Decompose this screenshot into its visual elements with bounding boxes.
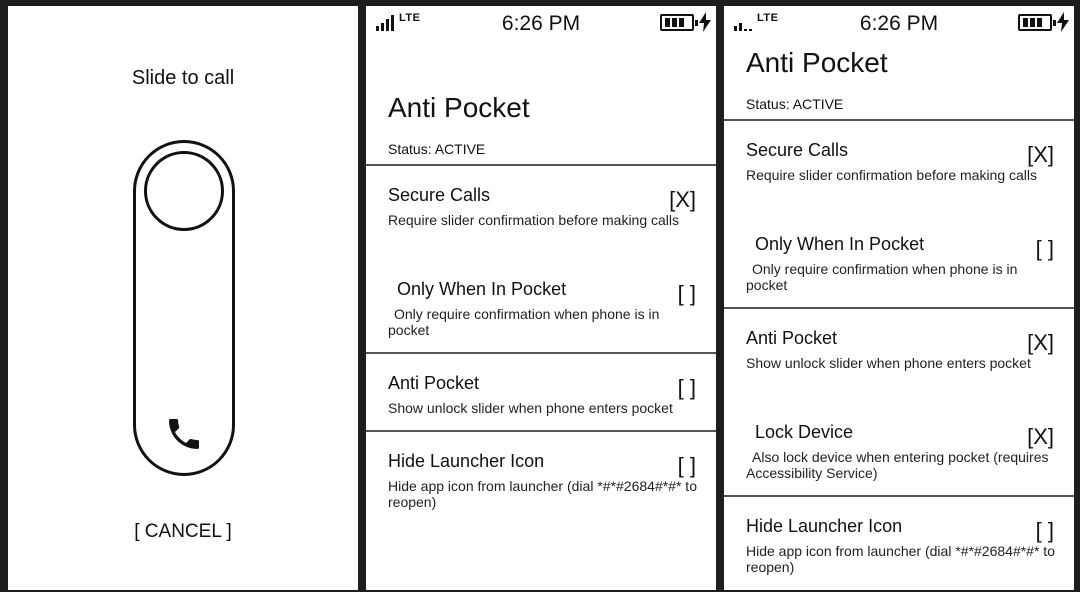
setting-title: Hide Launcher Icon	[746, 516, 903, 536]
anti-pocket-checkbox[interactable]: [ ]	[677, 375, 696, 400]
lock-device-checkbox[interactable]: [X]	[1027, 424, 1054, 449]
setting-anti-pocket[interactable]	[388, 373, 698, 416]
network-type: LTE	[399, 12, 421, 24]
setting-title: Secure Calls	[746, 140, 849, 160]
hide-launcher-icon-checkbox[interactable]: [ ]	[1035, 518, 1054, 543]
setting-title: Only When In Pocket	[755, 234, 925, 254]
divider	[366, 164, 716, 166]
setting-only-when-in-pocket[interactable]	[746, 234, 1056, 293]
divider	[366, 430, 716, 432]
clock: 6:26 PM	[501, 12, 581, 35]
setting-description: Hide app icon from launcher (dial *#*#2684#*#* to reopen)	[746, 543, 1055, 575]
setting-anti-pocket[interactable]	[746, 328, 1056, 371]
status-bar	[724, 6, 1074, 40]
divider	[366, 352, 716, 354]
battery-icon	[1018, 14, 1052, 31]
slide-to-call-screen	[8, 6, 358, 590]
slider-knob[interactable]	[144, 151, 224, 231]
settings-screen-2	[724, 6, 1074, 590]
setting-description: Hide app icon from launcher (dial *#*#2684#*#* to reopen)	[388, 478, 697, 510]
setting-description: Show unlock slider when phone enters pocket	[746, 355, 1031, 371]
cancel-button[interactable]: [ CANCEL ]	[134, 521, 232, 542]
setting-description: Only require confirmation when phone is in pocket	[746, 261, 1018, 293]
setting-secure-calls[interactable]	[388, 185, 698, 228]
secure-calls-checkbox[interactable]: [X]	[1027, 142, 1054, 167]
status-label: Status: ACTIVE	[746, 96, 844, 112]
setting-hide-launcher-icon[interactable]	[746, 516, 1056, 575]
settings-screen-1	[366, 6, 716, 590]
phone-icon	[164, 414, 204, 454]
setting-only-when-in-pocket[interactable]	[388, 279, 698, 338]
setting-description: Only require confirmation when phone is in pocket	[388, 306, 660, 338]
secure-calls-checkbox[interactable]: [X]	[669, 187, 696, 212]
setting-description: Show unlock slider when phone enters pocket	[388, 400, 673, 416]
page-title: Anti Pocket	[746, 47, 888, 78]
setting-title: Anti Pocket	[746, 328, 838, 348]
setting-lock-device[interactable]	[746, 422, 1056, 481]
call-slider-track[interactable]	[133, 140, 235, 476]
setting-title: Lock Device	[755, 422, 854, 442]
setting-hide-launcher-icon[interactable]	[388, 451, 698, 510]
only-when-in-pocket-checkbox[interactable]: [ ]	[1035, 236, 1054, 261]
setting-title: Anti Pocket	[388, 373, 480, 393]
setting-description: Require slider confirmation before making calls	[746, 167, 1038, 183]
setting-title: Hide Launcher Icon	[388, 451, 545, 471]
clock: 6:26 PM	[859, 12, 939, 35]
hide-launcher-icon-checkbox[interactable]: [ ]	[677, 453, 696, 478]
divider	[724, 119, 1074, 121]
divider	[724, 307, 1074, 309]
anti-pocket-checkbox[interactable]: [X]	[1027, 330, 1054, 355]
slide-title: Slide to call	[131, 67, 235, 89]
only-when-in-pocket-checkbox[interactable]: [ ]	[677, 281, 696, 306]
status-label: Status: ACTIVE	[388, 141, 486, 157]
setting-description: Also lock device when entering pocket (requires Accessibility Service)	[746, 449, 1049, 481]
setting-title: Only When In Pocket	[397, 279, 567, 299]
charging-bolt-icon	[699, 12, 711, 32]
network-type: LTE	[757, 12, 779, 24]
page-title: Anti Pocket	[388, 92, 530, 123]
charging-bolt-icon	[1057, 12, 1069, 32]
setting-title: Secure Calls	[388, 185, 491, 205]
battery-icon	[660, 14, 694, 31]
setting-secure-calls[interactable]	[746, 140, 1056, 183]
divider	[724, 495, 1074, 497]
setting-description: Require slider confirmation before making calls	[388, 212, 680, 228]
status-bar	[366, 6, 716, 40]
